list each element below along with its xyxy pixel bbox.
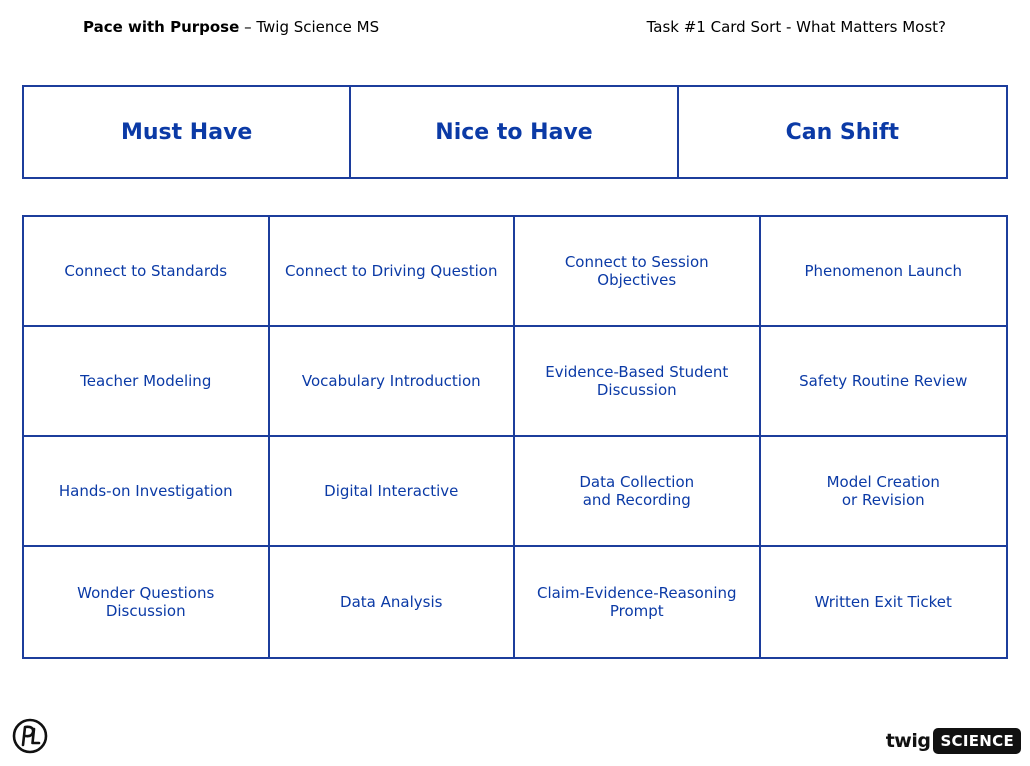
card[interactable]: Digital Interactive — [270, 437, 516, 547]
category-can-shift[interactable]: Can Shift — [785, 119, 900, 145]
card[interactable]: Phenomenon Launch — [761, 217, 1007, 327]
brand-name: Pace with Purpose — [83, 18, 240, 36]
header-separator: – — [239, 18, 257, 36]
card[interactable]: Hands-on Investigation — [24, 437, 270, 547]
category-must-have[interactable]: Must Have — [24, 87, 351, 177]
card[interactable]: Data Analysis — [270, 547, 516, 657]
category-row — [22, 85, 1008, 179]
twig-science-logo — [886, 726, 1021, 756]
pl-monogram-icon — [12, 718, 48, 754]
category-nice-to-have[interactable]: Nice to Have — [351, 87, 678, 177]
card[interactable]: Vocabulary Introduction — [270, 327, 516, 437]
card[interactable]: Teacher Modeling — [24, 327, 270, 437]
card[interactable]: Claim-Evidence-Reasoning Prompt — [515, 547, 761, 657]
header-subtitle: Twig Science MS — [256, 18, 380, 36]
card[interactable]: Connect to Driving Question — [270, 217, 516, 327]
twig-logo-badge: SCIENCE — [933, 728, 1021, 754]
card[interactable]: Connect to Standards — [24, 217, 270, 327]
card[interactable]: Evidence-Based Student Discussion — [515, 327, 761, 437]
header-title — [83, 18, 379, 36]
twig-logo-word: twig — [885, 730, 931, 752]
card[interactable]: Model Creation or Revision — [761, 437, 1007, 547]
card[interactable]: Connect to Session Objectives — [515, 217, 761, 327]
card[interactable]: Data Collection and Recording — [515, 437, 761, 547]
card[interactable]: Safety Routine Review — [761, 327, 1007, 437]
task-title: Task #1 Card Sort - What Matters Most? — [646, 18, 946, 36]
card-grid — [22, 215, 1008, 659]
card[interactable]: Written Exit Ticket — [814, 593, 952, 611]
card[interactable]: Wonder Questions Discussion — [24, 547, 270, 657]
